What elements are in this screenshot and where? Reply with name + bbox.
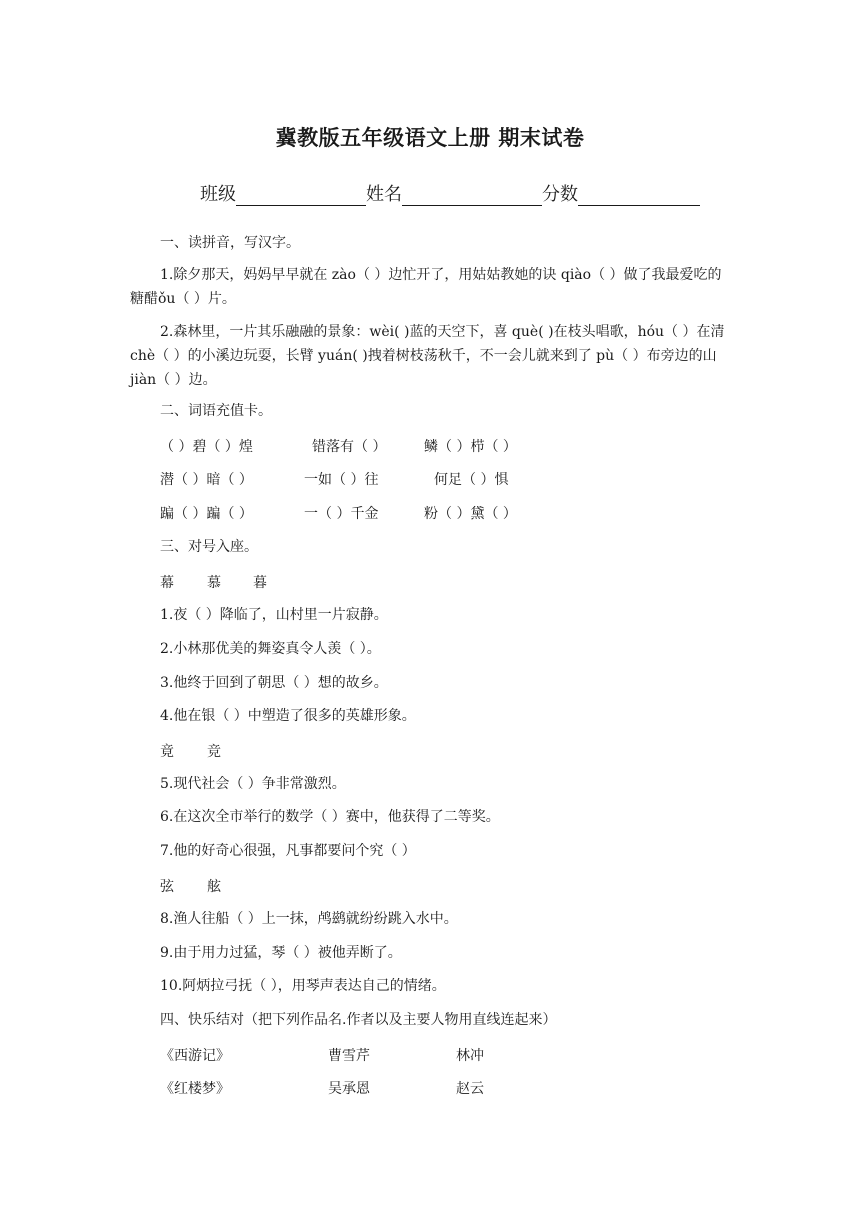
section3-heading: 三、对号入座。 (160, 539, 258, 555)
score-label: 分数 (542, 184, 578, 205)
name-blank[interactable] (402, 185, 542, 206)
class-label: 班级 (200, 184, 236, 205)
char-choice: 竞 (207, 744, 221, 760)
idiom-item: 潜（ ）暗（ ） (160, 472, 253, 488)
name-label: 姓名 (366, 184, 402, 205)
section2-heading: 二、词语充值卡。 (160, 403, 272, 419)
idiom-item: （ ）碧（ ）煌 (160, 439, 253, 455)
idiom-item: 蹁（ ）蹁（ ） (160, 506, 253, 522)
idiom-item: 一（ ）千金 (304, 506, 379, 522)
question-line: 10.阿炳拉弓抚（ ），用琴声表达自己的情绪。 (160, 978, 446, 994)
question-line: 6.在这次全市举行的数学（ ）赛中，他获得了二等奖。 (160, 809, 500, 825)
char-choice: 舷 (207, 879, 221, 895)
idiom-item: 一如（ ）往 (304, 472, 379, 488)
question-line: 8.渔人往船（ ）上一抹，鸬鹚就纷纷跳入水中。 (160, 911, 458, 927)
idiom-item: 何足（ ）惧 (434, 472, 509, 488)
char-choice: 弦 (160, 879, 174, 895)
idiom-item: 错落有（ ） (312, 439, 387, 455)
question-line: 3.他终于回到了朝思（ ）想的故乡。 (160, 675, 388, 691)
char-choice: 幕 (160, 575, 174, 591)
author-name: 吴承恩 (328, 1081, 370, 1097)
section1-question-1: 1.除夕那天，妈妈早早就在 zào（ ）边忙开了，用姑姑教她的诀 qiào（ ）做了我最爱吃的糖醋ǒu（ ）片。 (130, 267, 722, 307)
question-line: 2.小林那优美的舞姿真令人羡（ ）。 (160, 641, 381, 657)
question-line: 5.现代社会（ ）争非常激烈。 (160, 776, 346, 792)
idiom-item: 鳞（ ）栉（ ） (424, 439, 517, 455)
section1-heading: 一、读拼音，写汉字。 (160, 235, 300, 251)
question-line: 1.夜（ ）降临了，山村里一片寂静。 (160, 607, 388, 623)
exam-title: 冀教版五年级语文上册 期末试卷 (275, 126, 585, 150)
class-blank[interactable] (236, 185, 366, 206)
work-title: 《西游记》 (160, 1048, 230, 1064)
question-line: 4.他在银（ ）中塑造了很多的英雄形象。 (160, 708, 416, 724)
char-choice: 竟 (160, 744, 174, 760)
score-blank[interactable] (578, 185, 700, 206)
question-line: 9.由于用力过猛，琴（ ）被他弄断了。 (160, 945, 402, 961)
char-choice: 暮 (253, 575, 267, 591)
work-title: 《红楼梦》 (160, 1081, 230, 1097)
question-line: 7.他的好奇心很强，凡事都要问个究（ ） (160, 843, 416, 859)
char-choice: 慕 (207, 575, 221, 591)
character-name: 林冲 (456, 1048, 484, 1064)
section1-question-2: 2.森林里，一片其乐融融的景象：wèi( )蓝的天空下，喜 què( )在枝头唱歌，hóu（ ）在清 chè（ ）的小溪边玩耍，长臂 yuán( )拽着树枝荡秋千，不一会儿就来到了 pù（ ）布旁边的山 jiàn（ ）边。 (130, 324, 725, 388)
author-name: 曹雪芹 (328, 1048, 370, 1064)
idiom-item: 粉（ ）黛（ ） (424, 506, 517, 522)
student-info-line (200, 180, 700, 206)
section4-heading: 四、快乐结对（把下列作品名.作者以及主要人物用直线连起来） (160, 1012, 557, 1028)
character-name: 赵云 (456, 1081, 484, 1097)
